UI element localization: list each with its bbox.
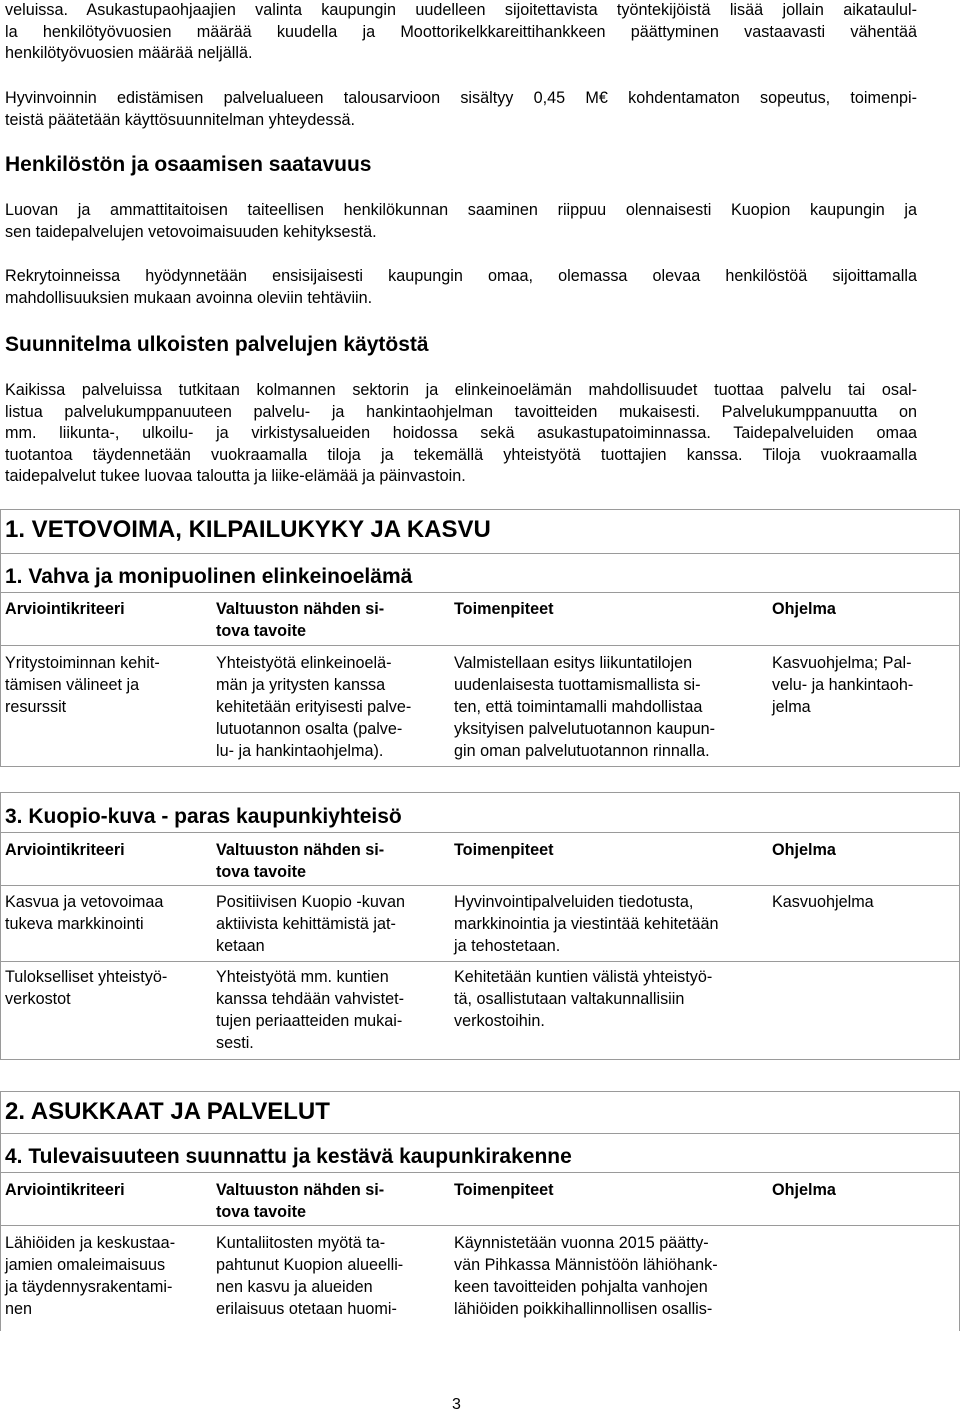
table-cell: Tulokselliset yhteistyö- verkostot — [5, 968, 168, 1008]
text-line: taidepalvelut tukee luovaa taloutta ja liike-elämää ja päinvastoin. — [5, 467, 466, 485]
page-number: 3 — [452, 1396, 461, 1413]
ulkoiset-paragraph — [5, 380, 917, 488]
heading-section-1: 1. VETOVOIMA, KILPAILUKYKY JA KASVU — [5, 516, 491, 543]
heading-henkilosto: Henkilöstön ja osaamisen saatavuus — [5, 153, 372, 176]
henkilosto-paragraph-2 — [5, 266, 917, 309]
subheading-3: 3. Kuopio-kuva - paras kaupunkiyhteisö — [5, 805, 402, 828]
col-header-ohjelma: Ohjelma — [772, 841, 836, 859]
subheading-4: 4. Tulevaisuuteen suunnattu ja kestävä kaupunkirakenne — [5, 1145, 572, 1168]
text-line: listua palvelukumppanuuteen palvelu- ja hankintaohjelman tavoitteiden mukaisesti. Palvelukumppanuutta on — [5, 402, 917, 421]
intro-paragraph — [5, 0, 917, 65]
col-header-ohjelma: Ohjelma — [772, 1181, 836, 1199]
col-header-tavoite: Valtuuston nähden si- tova tavoite — [216, 841, 385, 881]
table-rule — [0, 1059, 960, 1060]
text-line: Luovan ja ammattitaitoisen taiteellisen henkilökunnan saaminen riippuu olennaisesti Kuopion kaupungin ja — [5, 201, 917, 219]
table-rule — [0, 1133, 960, 1134]
table-cell: Kuntaliitosten myötä ta- pahtunut Kuopion alueelli- nen kasvu ja alueiden erilaisuus otetaan huomi- — [216, 1234, 404, 1318]
table-rule — [0, 592, 960, 593]
table-border — [0, 509, 1, 767]
text-line: Kaikissa palveluissa tutkitaan kolmannen sektorin ja elinkeinoelämän mahdollisuudet tuottaa palvelu tai osal- — [5, 381, 917, 399]
henkilosto-paragraph-1 — [5, 200, 917, 243]
col-header-arviointikriteeri: Arviointikriteeri — [5, 841, 125, 859]
table-rule — [0, 1225, 960, 1226]
table-rule — [0, 766, 960, 767]
col-header-toimenpiteet: Toimenpiteet — [454, 1181, 554, 1199]
table-cell: Kehitetään kuntien välistä yhteistyö- tä, osallistutaan valtakunnallisiin verkostoihin. — [454, 968, 713, 1030]
col-header-toimenpiteet: Toimenpiteet — [454, 600, 554, 618]
table-rule — [0, 885, 960, 886]
table-rule — [0, 553, 960, 554]
text-line: la henkilötyövuosien määrää kuudella ja Moottorikelkkareittihankkeen päättyminen vastaavasti vähentää — [5, 22, 917, 41]
table-cell: Positiivisen Kuopio -kuvan aktiivista kehittämistä jat- ketaan — [216, 893, 405, 955]
heading-section-2: 2. ASUKKAAT JA PALVELUT — [5, 1098, 330, 1125]
text-line: mm. liikunta-, ulkoilu- ja virkistysalueiden hoidossa sekä asukastupatoiminnassa. Taidepalveluiden omaa — [5, 424, 917, 442]
col-header-toimenpiteet: Toimenpiteet — [454, 841, 554, 859]
hyvinvointi-paragraph — [5, 88, 917, 131]
table-border — [0, 1091, 1, 1331]
text-line: teistä päätetään käyttösuunnitelman yhteydessä. — [5, 110, 356, 129]
col-header-ohjelma: Ohjelma — [772, 600, 836, 618]
table-border — [0, 792, 1, 1060]
text-line: Hyvinvoinnin edistämisen palvelualueen talousarvioon sisältyy 0,45 M€ kohdentamaton sopeutus, toimenpi- — [5, 89, 917, 107]
text-line: veluissa. Asukastupaohjaajien valinta kaupungin uudelleen sijoitettavista työntekijöistä lisää jollain aikataulul- — [5, 1, 917, 19]
table-cell: Yhteistyötä elinkeinoelä- män ja yritysten kanssa kehitetään erityisesti palve- lutuotannon osalta (palve- lu- ja hankintaohjelma). — [216, 654, 412, 760]
table-cell: Käynnistetään vuonna 2015 päätty- vän Pihkassa Männistöön lähiöhank- keen tavoitteiden pohjalta vanhojen lähiöiden poikkihallinnollisen osallis- — [454, 1234, 718, 1318]
table-cell: Kasvuohjelma; Pal- velu- ja hankintaoh- jelma — [772, 654, 914, 716]
table-rule — [0, 961, 960, 962]
table-cell: Valmistellaan esitys liikuntatilojen uudenlaisesta tuottamismallista si- ten, että toimintamalli mahdollistaa yksityisen palvelutuotannon kaupun- gin oman palvelutuotannon rinnalla. — [454, 654, 715, 760]
table-cell: Hyvinvointipalveluiden tiedotusta, markkinointia ja viestintää kehitetään ja tehostetaan. — [454, 893, 719, 955]
table-rule — [0, 509, 960, 510]
subheading-1: 1. Vahva ja monipuolinen elinkeinoelämä — [5, 565, 413, 588]
col-header-tavoite: Valtuuston nähden si- tova tavoite — [216, 1181, 385, 1221]
table-rule — [0, 1091, 960, 1092]
col-header-arviointikriteeri: Arviointikriteeri — [5, 600, 125, 618]
table-cell: Lähiöiden ja keskustaa- jamien omaleimaisuus ja täydennysrakentami- nen — [5, 1234, 176, 1318]
table-rule — [0, 792, 960, 793]
table-cell: Yritystoiminnan kehit- tämisen välineet ja resurssit — [5, 654, 160, 716]
col-header-tavoite: Valtuuston nähden si- tova tavoite — [216, 600, 385, 640]
text-line: Rekrytoinneissa hyödynnetään ensisijaisesti kaupungin omaa, olemassa olevaa henkilöstöä sijoittamalla — [5, 267, 917, 285]
table-rule — [0, 832, 960, 833]
heading-ulkoiset: Suunnitelma ulkoisten palvelujen käytöstä — [5, 333, 429, 356]
text-line: sen taidepalvelujen vetovoimaisuuden kehityksestä. — [5, 222, 377, 241]
text-line: henkilötyövuosien määrää neljällä. — [5, 44, 253, 62]
table-rule — [0, 1172, 960, 1173]
text-line: mahdollisuuksien mukaan avoinna oleviin tehtäviin. — [5, 288, 373, 307]
table-cell: Kasvuohjelma — [772, 893, 874, 911]
col-header-arviointikriteeri: Arviointikriteeri — [5, 1181, 125, 1199]
text-line: tuotantoa täydennetään vuokraamalla tiloja ja tekemällä yhteistyötä tuottajien kanssa. Tiloja vuokraamalla — [5, 445, 917, 464]
table-cell: Yhteistyötä mm. kuntien kanssa tehdään vahvistet- tujen periaatteiden mukai- sesti. — [216, 968, 405, 1052]
table-cell: Kasvua ja vetovoimaa tukeva markkinointi — [5, 893, 164, 933]
table-rule — [0, 645, 960, 646]
